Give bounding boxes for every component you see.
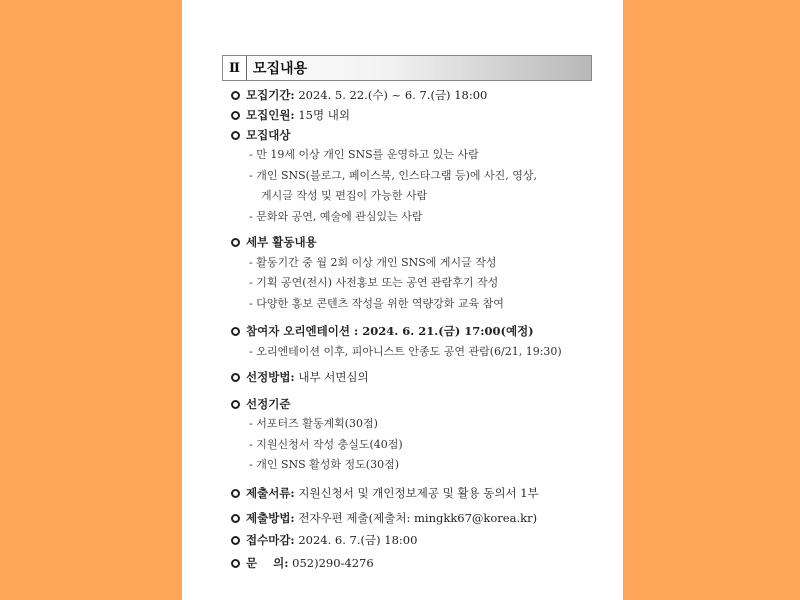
circle-bullet-icon: [231, 400, 240, 409]
item-recruit-target: 모집대상: [231, 127, 290, 143]
item-inquiry: 문 의: 052)290-4276: [231, 555, 374, 571]
sub-item: - 서포터즈 활동계획(30점): [249, 417, 378, 430]
sub-item: 게시글 작성 및 편집이 가능한 사람: [261, 189, 428, 202]
item-recruit-period: 모집기간: 2024. 5. 22.(수) ~ 6. 7.(금) 18:00: [231, 87, 487, 103]
circle-bullet-icon: [231, 327, 240, 336]
item-recruit-count: 모집인원: 15명 내외: [231, 107, 350, 123]
sub-item: - 기획 공연(전시) 사전홍보 또는 공연 관람후기 작성: [249, 276, 499, 289]
section-number: Ⅱ: [223, 56, 247, 80]
document-page: [182, 0, 623, 600]
item-activities: 세부 활동내용: [231, 234, 317, 250]
circle-bullet-icon: [231, 559, 240, 568]
item-selection-criteria: 선정기준: [231, 396, 290, 412]
item-documents: 제출서류: 지원신청서 및 개인정보제공 및 활용 동의서 1부: [231, 485, 539, 501]
circle-bullet-icon: [231, 514, 240, 523]
item-selection-method: 선정방법: 내부 서면심의: [231, 369, 369, 385]
circle-bullet-icon: [231, 91, 240, 100]
item-orientation: 참여자 오리엔테이션 : 2024. 6. 21.(금) 17:00(예정): [231, 323, 534, 339]
circle-bullet-icon: [231, 373, 240, 382]
section-header: [222, 55, 592, 81]
sub-item: - 문화와 공연, 예술에 관심있는 사람: [249, 210, 423, 223]
sub-item: - 만 19세 이상 개인 SNS를 운영하고 있는 사람: [249, 148, 479, 161]
circle-bullet-icon: [231, 489, 240, 498]
sub-item: - 다양한 홍보 콘텐츠 작성을 위한 역량강화 교육 참여: [249, 297, 504, 310]
item-deadline: 접수마감: 2024. 6. 7.(금) 18:00: [231, 532, 417, 548]
sub-item: - 개인 SNS 활성화 정도(30점): [249, 458, 399, 471]
sub-item: - 오리엔테이션 이후, 피아니스트 안종도 공연 관람(6/21, 19:30): [249, 345, 562, 358]
circle-bullet-icon: [231, 131, 240, 140]
sub-item: - 활동기간 중 월 2회 이상 개인 SNS에 게시글 작성: [249, 256, 497, 269]
item-submission-method: 제출방법: 전자우편 제출(제출처: mingkk67@korea.kr): [231, 510, 537, 526]
circle-bullet-icon: [231, 111, 240, 120]
circle-bullet-icon: [231, 238, 240, 247]
circle-bullet-icon: [231, 536, 240, 545]
sub-item: - 지원신청서 작성 충실도(40점): [249, 438, 403, 451]
sub-item: - 개인 SNS(블로그, 페이스북, 인스타그램 등)에 사진, 영상,: [249, 169, 537, 182]
section-title: 모집내용: [253, 61, 308, 77]
